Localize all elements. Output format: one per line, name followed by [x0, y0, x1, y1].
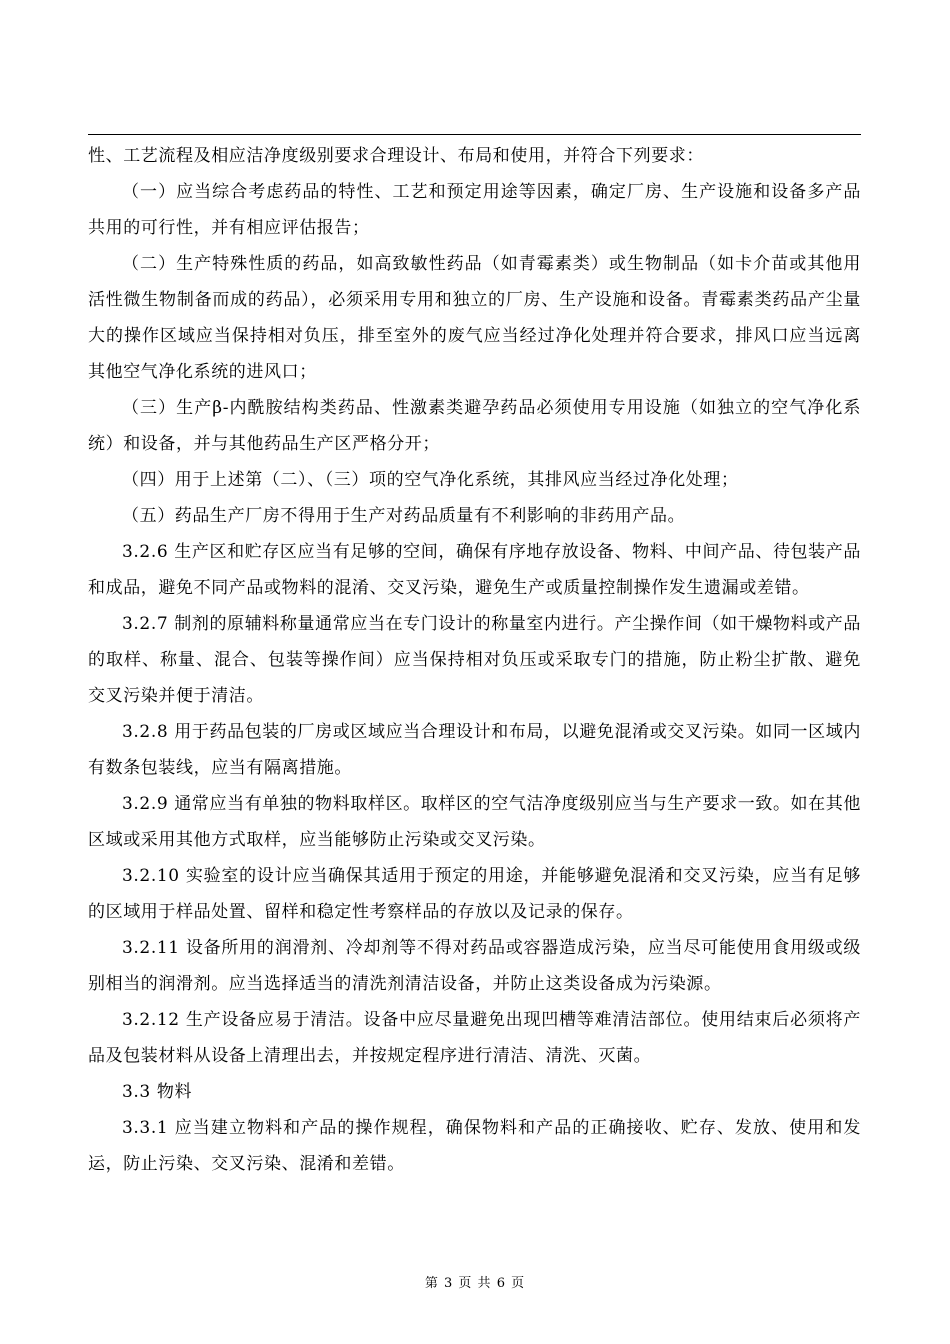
- paragraph-3-3-1: 3.3.1 应当建立物料和产品的操作规程，确保物料和产品的正确接收、贮存、发放、使用和发运，防止污染、交叉污染、混淆和差错。: [88, 1118, 861, 1174]
- paragraph-intro: 性、工艺流程及相应洁净度级别要求合理设计、布局和使用，并符合下列要求：: [88, 146, 704, 166]
- paragraph-3-2-12: 3.2.12 生产设备应易于清洁。设备中应尽量避免出现凹槽等难清洁部位。使用结束后必须将产品及包装材料从设备上清理出去，并按规定程序进行清洁、清洗、灭菌。: [88, 1010, 861, 1066]
- section-heading-3-3: 3.3 物料: [122, 1082, 193, 1102]
- paragraph-3-2-10: 3.2.10 实验室的设计应当确保其适用于预定的用途，并能够避免混淆和交叉污染，应当有足够的区域用于样品处置、留样和稳定性考察样品的存放以及记录的保存。: [88, 866, 861, 922]
- paragraph-item-3: （三）生产β-内酰胺结构类药品、性激素类避孕药品必须使用专用设施（如独立的空气净化系统）和设备，并与其他药品生产区严格分开；: [88, 398, 861, 454]
- paragraph-3-2-9: 3.2.9 通常应当有单独的物料取样区。取样区的空气洁净度级别应当与生产要求一致。如在其他区域或采用其他方式取样，应当能够防止污染或交叉污染。: [88, 794, 861, 850]
- paragraph-item-5: （五）药品生产厂房不得用于生产对药品质量有不利影响的非药用产品。: [122, 506, 686, 526]
- paragraph-3-2-8: 3.2.8 用于药品包装的厂房或区域应当合理设计和布局，以避免混淆或交叉污染。如同一区域内有数条包装线，应当有隔离措施。: [88, 722, 861, 778]
- paragraph-3-2-6: 3.2.6 生产区和贮存区应当有足够的空间，确保有序地存放设备、物料、中间产品、待包装产品和成品，避免不同产品或物料的混淆、交叉污染，避免生产或质量控制操作发生遗漏或差错。: [88, 542, 861, 598]
- paragraph-item-2: （二）生产特殊性质的药品，如高致敏性药品（如青霉素类）或生物制品（如卡介苗或其他用活性微生物制备而成的药品），必须采用专用和独立的厂房、生产设施和设备。青霉素类药品产尘量大的操作区域应当保持相对负压，排至室外的废气应当经过净化处理并符合要求，排风口应当远离其他空气净化系统的进风口；: [88, 254, 861, 382]
- paragraph-3-2-11: 3.2.11 设备所用的润滑剂、冷却剂等不得对药品或容器造成污染，应当尽可能使用食用级或级别相当的润滑剂。应当选择适当的清洗剂清洁设备，并防止这类设备成为污染源。: [88, 938, 861, 994]
- page-number: 第 3 页 共 6 页: [424, 1276, 526, 1291]
- paragraph-3-2-7: 3.2.7 制剂的原辅料称量通常应当在专门设计的称量室内进行。产尘操作间（如干燥物料或产品的取样、称量、混合、包装等操作间）应当保持相对负压或采取专门的措施，防止粉尘扩散、避免交叉污染并便于清洁。: [88, 614, 861, 706]
- paragraph-item-1: （一）应当综合考虑药品的特性、工艺和预定用途等因素，确定厂房、生产设施和设备多产品共用的可行性，并有相应评估报告；: [88, 182, 861, 238]
- paragraph-item-4: （四）用于上述第（二）、（三）项的空气净化系统，其排风应当经过净化处理；: [122, 470, 739, 490]
- document-body: [88, 138, 861, 1182]
- header-rule: [88, 134, 861, 135]
